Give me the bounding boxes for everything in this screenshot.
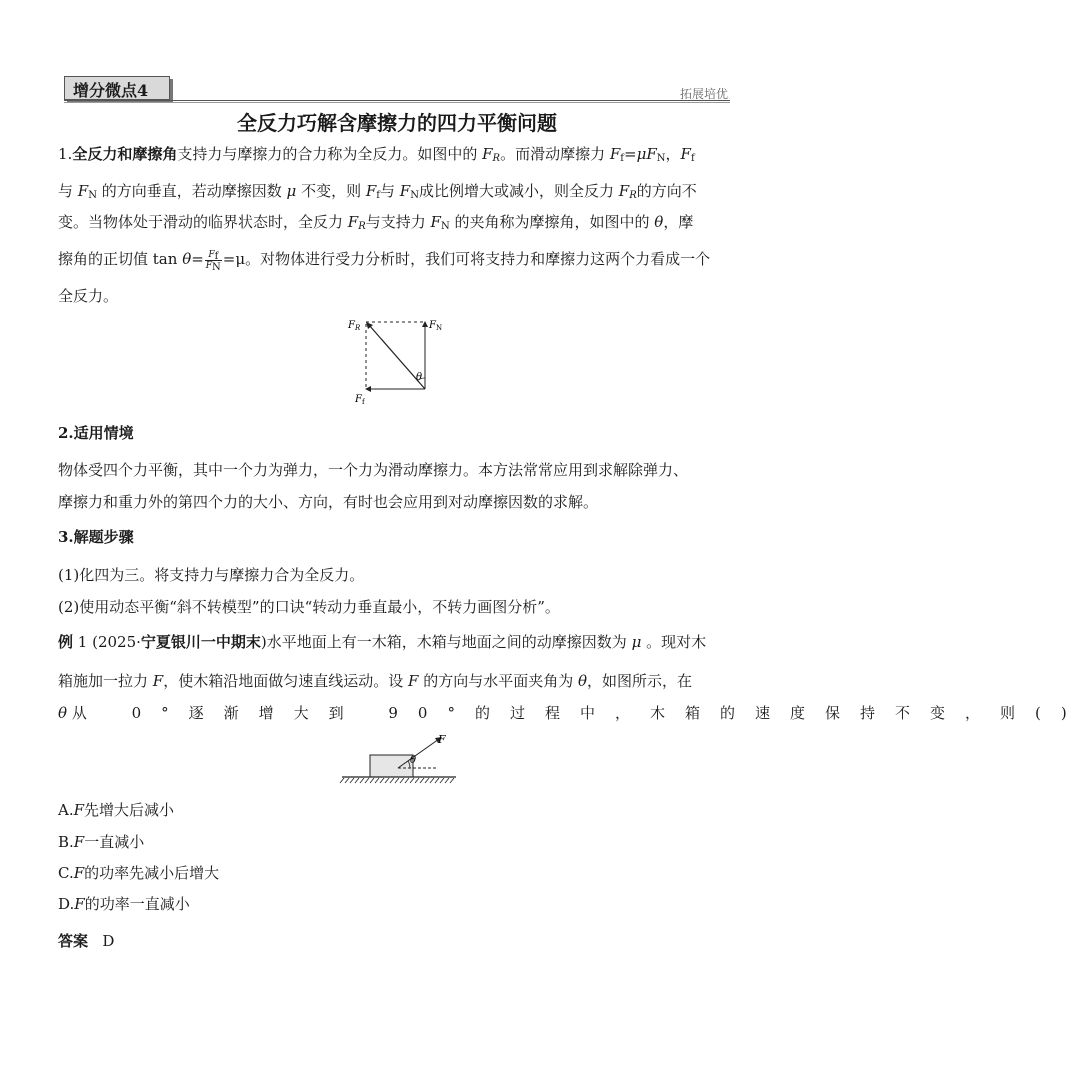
sym-theta: θ — [578, 672, 588, 690]
label-Ff: $F_f$ — [355, 394, 365, 406]
s1-l2d: 与 — [380, 182, 396, 200]
hatch-mark — [385, 778, 389, 783]
sym-sub-N: N — [88, 190, 97, 201]
hatch-mark — [415, 778, 419, 783]
ex-l1b: 。现对木 — [646, 633, 707, 651]
hatch-mark — [445, 778, 449, 783]
pull-force-line — [398, 739, 439, 768]
s1-l1a: 支持力与摩擦力的合力称为全反力。如图中的 — [177, 145, 478, 163]
sym-F: F — [365, 182, 377, 200]
option-d-letter: D. — [58, 895, 75, 913]
example-close: ) — [260, 633, 267, 651]
answer-line — [58, 931, 114, 951]
s1-l3d: ，摩 — [663, 213, 694, 231]
sym-F: F — [152, 672, 164, 690]
sym-F: F — [609, 145, 621, 163]
sym-sub-N: N — [410, 190, 419, 201]
ex-l2b: ，使木箱沿地面做匀速直线运动。设 — [163, 672, 404, 690]
s1-l3a: 变。当物体处于滑动的临界状态时，全反力 — [58, 213, 344, 231]
label-theta-2: θ — [410, 755, 417, 766]
header-rule-thin — [64, 102, 730, 103]
ex-l1a: 水平地面上有一木箱，木箱与地面之间的动摩擦因数为 — [266, 633, 627, 651]
s1-num: 1. — [58, 145, 73, 163]
section-tag — [64, 76, 170, 100]
sym-mu: μ — [631, 633, 642, 651]
ground-hatch — [340, 778, 454, 783]
sym-eq-mu: =μ — [222, 250, 246, 268]
s1-l3c: 的夹角称为摩擦角，如图中的 — [454, 213, 650, 231]
example-line-1 — [58, 632, 706, 652]
s1-l2e: 成比例增大或减小，则全反力 — [418, 182, 614, 200]
hatch-mark — [450, 778, 454, 783]
option-d-text: 的功率一直减小 — [84, 895, 190, 913]
option-c-text: 的功率先减小后增大 — [84, 864, 220, 882]
sym-sub-N: N — [656, 153, 666, 164]
sym-sub-f: f — [690, 153, 695, 164]
hatch-mark — [370, 778, 374, 783]
hatch-mark — [355, 778, 359, 783]
s1-l1c: ， — [665, 145, 681, 163]
s1-line-2 — [58, 181, 697, 201]
s1-l4b: 。对物体进行受力分析时，我们可将支持力和摩擦力这两个力看成一个 — [245, 250, 711, 268]
label-theta: θ — [416, 372, 423, 383]
hatch-mark — [395, 778, 399, 783]
hatch-mark — [345, 778, 349, 783]
option-a-letter: A. — [58, 801, 74, 819]
ex-l3a: 从 0°逐渐增大到 90°的过程中，木箱的速度保持不变，则( — [71, 704, 1061, 722]
sym-F: F — [73, 801, 85, 819]
s1-heading: 全反力和摩擦角 — [72, 145, 178, 163]
sym-sub-R: R — [629, 190, 637, 201]
sym-eq: = — [191, 250, 204, 268]
sym-mu: μ — [286, 182, 297, 200]
sym-F: F — [680, 145, 691, 163]
s1-l2a: 与 — [58, 182, 74, 200]
option-c[interactable] — [58, 863, 219, 883]
sym-sub-N: N — [440, 221, 450, 232]
sym-F: F — [646, 145, 657, 163]
hatch-mark — [425, 778, 429, 783]
s3-step2: (2)使用动态平衡“斜不转模型”的口诀“转动力垂直最小，不转力画图分析”。 — [58, 598, 560, 616]
hatch-mark — [410, 778, 414, 783]
sym-F: F — [618, 182, 630, 200]
ex-l2c: 的方向与水平面夹角为 — [423, 672, 574, 690]
s1-l1b: 。而滑动摩擦力 — [500, 145, 606, 163]
hatch-mark — [430, 778, 434, 783]
hatch-mark — [360, 778, 364, 783]
example-label: 例 — [58, 633, 74, 651]
s2-heading: 2.适用情境 — [58, 424, 134, 442]
s2-p1: 物体受四个力平衡，其中一个力为弹力，一个力为滑动摩擦力。本方法常常应用到求解除弹力、 — [58, 461, 689, 479]
hatch-mark — [405, 778, 409, 783]
sym-F: F — [347, 213, 359, 231]
section-tag-label: 增分微点4 — [73, 81, 149, 100]
sym-F: F — [408, 672, 419, 690]
s1-l2c: 不变，则 — [301, 182, 362, 200]
sym-F: F — [77, 182, 89, 200]
header-rule — [64, 100, 730, 101]
s1-line-1 — [58, 144, 695, 164]
hatch-mark — [420, 778, 424, 783]
answer-label: 答案 — [58, 932, 89, 950]
s1-l4a: 擦角的正切值 tan — [58, 250, 178, 268]
sym-theta: θ — [654, 213, 664, 231]
sym-sub-N: N — [212, 261, 221, 273]
option-d[interactable] — [58, 894, 190, 914]
force-diagram — [340, 312, 460, 412]
label-FN: $F_N$ — [429, 320, 443, 332]
box-diagram — [340, 730, 460, 788]
sym-sub-R: R — [358, 221, 366, 232]
option-c-letter: C. — [58, 864, 74, 882]
s3-step1: (1)化四为三。将支持力与摩擦力合为全反力。 — [58, 566, 365, 584]
sym-F: F — [482, 145, 493, 163]
ex-l3b: ) — [1060, 704, 1067, 722]
hatch-mark — [400, 778, 404, 783]
sym-F: F — [73, 833, 85, 851]
sym-mu: μ — [636, 145, 647, 163]
hatch-mark — [390, 778, 394, 783]
ex-l2d: ，如图所示，在 — [587, 672, 693, 690]
sym-eq: = — [624, 145, 637, 163]
example-source: 宁夏银川一中期末 — [140, 633, 261, 651]
ex-l2a: 箱施加一拉力 — [58, 672, 149, 690]
s2-p2: 摩擦力和重力外的第四个力的大小、方向，有时也会应用到对动摩擦因数的求解。 — [58, 493, 599, 511]
option-b-text: 一直减小 — [84, 833, 145, 851]
hatch-mark — [435, 778, 439, 783]
option-a[interactable] — [58, 800, 174, 820]
s1-line-5: 全反力。 — [58, 287, 119, 305]
option-b-letter: B. — [58, 833, 74, 851]
sym-theta: θ — [58, 704, 68, 722]
sym-sub-R: R — [492, 153, 501, 164]
s1-l2f: 的方向不 — [636, 182, 697, 200]
option-a-text: 先增大后减小 — [84, 801, 175, 819]
sym-F: F — [74, 895, 85, 913]
s1-line-3 — [58, 212, 693, 232]
hatch-mark — [375, 778, 379, 783]
sym-sub-f: f — [214, 250, 219, 262]
example-line-3 — [58, 703, 1067, 723]
wooden-box — [370, 755, 413, 777]
header-right-label: 拓展培优 — [679, 87, 728, 101]
sym-F: F — [430, 213, 441, 231]
label-F: F — [438, 733, 446, 746]
sym-F: F — [205, 260, 213, 271]
s1-l3b: 与支持力 — [365, 213, 426, 231]
s1-l2b: 的方向垂直，若动摩擦因数 — [101, 182, 282, 200]
hatch-mark — [440, 778, 444, 783]
sym-F: F — [399, 182, 411, 200]
sym-theta: θ — [182, 250, 192, 268]
sym-F: F — [73, 864, 85, 882]
s1-line-4 — [58, 249, 710, 271]
hatch-mark — [380, 778, 384, 783]
hatch-mark — [340, 778, 344, 783]
example-line-2 — [58, 671, 692, 691]
sym-sub-f: f — [620, 153, 624, 164]
example-num: 1 (2025· — [73, 633, 141, 651]
hatch-mark — [350, 778, 354, 783]
sym-sub-f: f — [376, 190, 380, 201]
s3-heading: 3.解题步骤 — [58, 528, 134, 546]
option-b[interactable] — [58, 832, 144, 852]
sym-F: F — [208, 249, 215, 260]
answer-value: D — [102, 932, 115, 950]
label-FR: $F_R$ — [348, 320, 361, 332]
page-title: 全反力巧解含摩擦力的四力平衡问题 — [237, 111, 557, 135]
fraction — [205, 250, 222, 271]
hatch-mark — [365, 778, 369, 783]
